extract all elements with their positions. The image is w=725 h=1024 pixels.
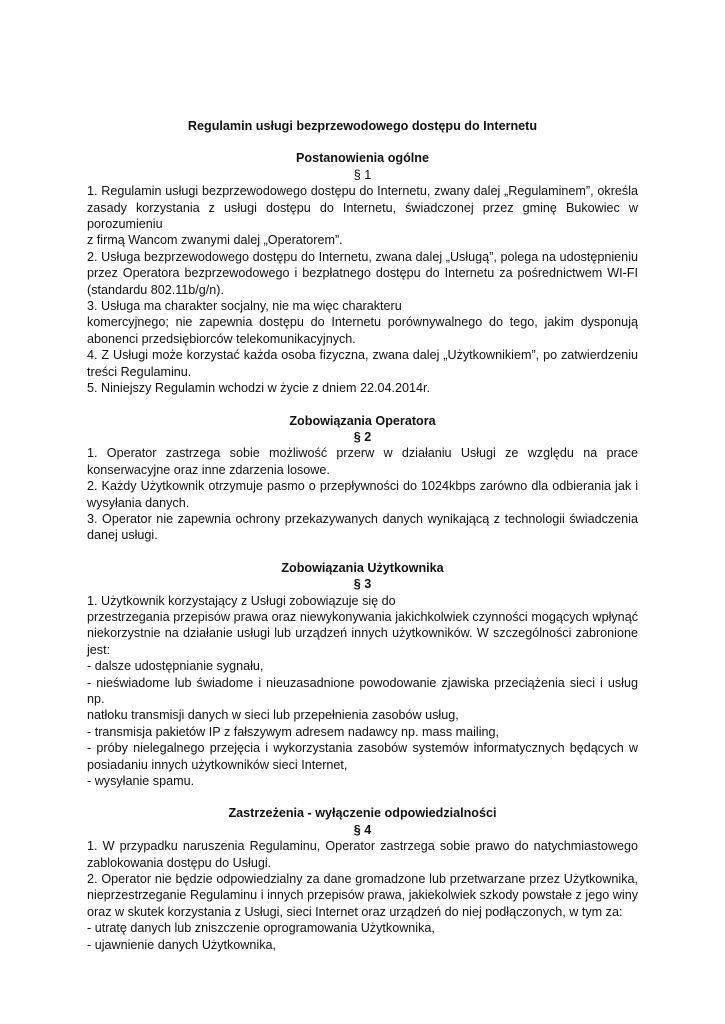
text-line: danej usługi. [87,528,158,543]
text-line: z firmą Wancom zwanymi dalej „Operatorem”. [87,233,343,248]
text-line: - próby nielegalnego przejęcia i wykorzystania zasobów systemów informatycznych będących w [87,741,638,756]
text-line: wysyłania danych. [87,495,190,510]
text-line: 5. Niniejszy Regulamin wchodzi w życie z dniem 22.04.2014r. [87,381,430,396]
text-line: 2. Każdy Użytkownik otrzymuje pasmo o przepływności do 1024kbps zarówno dla odbierania jak i [87,479,638,494]
text-line: posiadaniu innych użytkowników sieci Internet, [87,757,348,772]
text-line: 1. Użytkownik korzystający z Usługi zobowiązuje się do [87,593,396,608]
section-heading: Zastrzeżenia - wyłączenie odpowiedzialności [228,806,497,821]
text-line: zablokowania dostępu do Usługi. [87,855,272,870]
text-line: jest: [87,642,111,657]
section-heading: Zobowiązania Operatora [289,413,436,428]
text-line: - transmisja pakietów IP z fałszywym adresem nadawcy np. mass mailing, [87,724,500,739]
text-line: komercyjnego; nie zapewnia dostępu do Internetu porównywalnego do tego, jakim dysponują [87,315,638,330]
text-line: 1. Regulamin usługi bezprzewodowego dostępu do Internetu, zwany dalej „Regulaminem”, określa [87,184,638,199]
text-line: oraz w skutek korzystania z Usługi, sieci Internet oraz urządzeń do niej podłączonych, w tym za: [87,904,623,919]
text-line: 1. Operator zastrzega sobie możliwość przerw w działaniu Usługi ze względu na prace [87,446,638,461]
text-line: 3. Usługa ma charakter socjalny, nie ma więc charakteru [87,299,402,314]
paragraph-mark: § 3 [353,577,372,592]
paragraph-mark: § 4 [353,822,372,837]
text-line: nieprzestrzeganie Regulaminu i innych przepisów prawa, jakiekolwiek szkody powstałe z jego winy [87,888,638,903]
text-line: - wysyłanie spamu. [87,774,195,789]
text-line: natłoku transmisji danych w sieci lub przepełnienia zasobów usług, [87,708,459,723]
text-line: 1. W przypadku naruszenia Regulaminu, Operator zastrzega sobie prawo do natychmiastowego [87,839,638,854]
paragraph-mark: § 1 [353,167,372,182]
section-user-obligations [87,560,638,790]
section-heading: Zobowiązania Użytkownika [281,560,444,575]
text-line: zasady korzystania z usługi dostępu do Internetu, świadczonej przez gminę Bukowiec w porozumieniu [87,200,638,232]
text-line: 4. Z Usługi może korzystać każda osoba fizyczna, zwana dalej „Użytkownikiem”, po zatwierdzeniu [87,348,638,363]
text-line: - nieświadome lub świadome i nieuzasadnione powodowanie zjawiska przeciążenia sieci i usług np. [87,675,638,706]
section-heading: Postanowienia ogólne [296,151,429,166]
section-disclaimers [87,805,638,953]
text-line: konserwacyjne oraz inne zdarzenia losowe. [87,462,330,477]
text-line: treści Regulaminu. [87,364,192,379]
text-line: przez Operatora bezprzewodowego i bezpłatnego dostępu do Internetu za pośrednictwem WI-FI [87,266,638,281]
text-line: 2. Operator nie będzie odpowiedzialny za dane gromadzone lub przetwarzane przez Użytkownika, [87,872,638,887]
text-line: przestrzegania przepisów prawa oraz niewykonywania jakichkolwiek czynności mogących wpłynąć [87,609,638,624]
text-line: 3. Operator nie zapewnia ochrony przekazywanych danych wynikającą z technologii świadczenia [87,511,638,526]
document-title: Regulamin usługi bezprzewodowego dostępu do Internetu [187,119,538,133]
paragraph-mark: § 2 [353,429,372,444]
text-line: - utratę danych lub zniszczenie oprogramowania Użytkownika, [87,921,435,936]
text-line: (standardu 802.11b/g/n). [87,282,224,297]
text-line: - ujawnienie danych Użytkownika, [87,937,276,952]
text-line: - dalsze udostępnianie sygnału, [87,659,264,674]
section-general-provisions [87,150,638,396]
section-operator-obligations [87,413,638,544]
text-line: niekorzystnie na działanie usługi lub urządzeń innych użytkowników. W szczególności zabronione [87,626,638,641]
text-line: abonenci przedsiębiorców telekomunikacyjnych. [87,331,356,346]
text-line: 2. Usługa bezprzewodowego dostępu do Internetu, zwana dalej „Usługą”, polega na udostępnieniu [87,249,638,264]
